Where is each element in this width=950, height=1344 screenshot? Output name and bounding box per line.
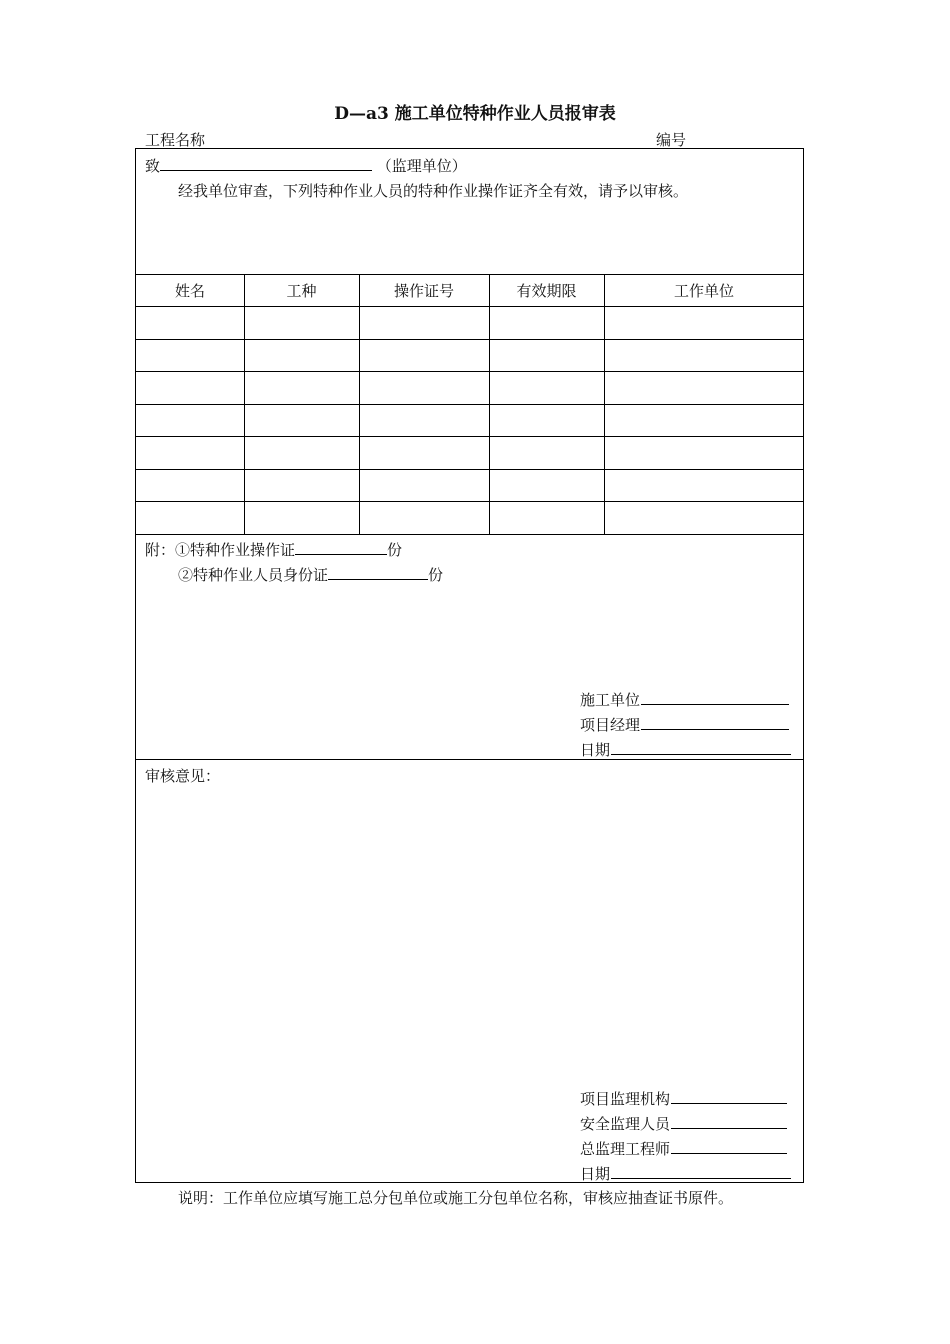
safety-supervisor-label: 安全监理人员	[580, 1115, 671, 1133]
chief-engineer-line	[580, 1138, 787, 1159]
table-cell-trade[interactable]	[244, 340, 359, 371]
table-cell-certificate-no[interactable]	[359, 437, 489, 468]
table-cell-work-unit[interactable]	[604, 437, 804, 468]
safety-supervisor-blank[interactable]	[671, 1114, 787, 1129]
table-cell-certificate-no[interactable]	[359, 405, 489, 436]
review-date-blank[interactable]	[611, 1164, 791, 1179]
table-cell-validity[interactable]	[489, 372, 604, 403]
addressee-line	[145, 155, 467, 176]
table-cell-work-unit[interactable]	[604, 502, 804, 533]
review-opinion-label: 审核意见：	[145, 767, 221, 785]
attachment-1-count[interactable]	[295, 540, 387, 555]
project-manager-blank[interactable]	[641, 715, 789, 730]
table-cell-trade[interactable]	[244, 470, 359, 501]
addressee-suffix: （监理单位）	[376, 157, 467, 175]
table-cell-validity[interactable]	[489, 437, 604, 468]
header-certificate-no: 操作证号	[393, 282, 454, 300]
form-title: D—a3 施工单位特种作业人员报审表	[334, 104, 616, 124]
table-cell-validity[interactable]	[489, 405, 604, 436]
contractor-date-line	[580, 739, 791, 760]
project-manager-label: 项目经理	[580, 716, 641, 734]
project-manager-line	[580, 714, 789, 735]
table-cell-certificate-no[interactable]	[359, 372, 489, 403]
statement-text: 经我单位审查，下列特种作业人员的特种作业操作证齐全有效，请予以审核。	[178, 182, 689, 200]
attachment-2-count[interactable]	[328, 565, 428, 580]
contractor-date-blank[interactable]	[611, 740, 791, 755]
form-number-label: 编号	[656, 131, 687, 149]
review-date-line	[580, 1163, 791, 1184]
chief-engineer-blank[interactable]	[671, 1139, 787, 1154]
table-cell-certificate-no[interactable]	[359, 502, 489, 533]
table-cell-certificate-no[interactable]	[359, 340, 489, 371]
addressee-blank[interactable]	[160, 156, 372, 171]
review-date-label: 日期	[580, 1165, 611, 1183]
table-cell-trade[interactable]	[244, 372, 359, 403]
attachment-2-label: ②特种作业人员身份证	[178, 566, 329, 584]
supervision-org-line	[580, 1088, 787, 1109]
attachment-1-unit: 份	[387, 541, 403, 559]
footnote: 说明：工作单位应填写施工总分包单位或施工分包单位名称，审核应抽查证书原件。	[178, 1189, 734, 1207]
safety-supervisor-line	[580, 1113, 787, 1134]
table-cell-work-unit[interactable]	[604, 340, 804, 371]
table-cell-work-unit[interactable]	[604, 405, 804, 436]
report-form	[135, 148, 804, 1183]
header-trade: 工种	[286, 282, 317, 300]
table-cell-validity[interactable]	[489, 470, 604, 501]
table-cell-name[interactable]	[136, 405, 244, 436]
supervision-org-blank[interactable]	[671, 1089, 787, 1104]
header-name: 姓名	[174, 282, 205, 300]
table-cell-trade[interactable]	[244, 405, 359, 436]
table-cell-trade[interactable]	[244, 437, 359, 468]
table-cell-work-unit[interactable]	[604, 372, 804, 403]
table-cell-trade[interactable]	[244, 502, 359, 533]
attachment-2-unit: 份	[428, 566, 444, 584]
supervision-org-label: 项目监理机构	[580, 1090, 671, 1108]
table-cell-name[interactable]	[136, 437, 244, 468]
chief-engineer-label: 总监理工程师	[580, 1140, 671, 1158]
contractor-unit-blank[interactable]	[641, 690, 789, 705]
header-validity: 有效期限	[516, 282, 577, 300]
attachment-1-label: 附：①特种作业操作证	[145, 541, 296, 559]
header-work-unit: 工作单位	[673, 282, 734, 300]
table-cell-validity[interactable]	[489, 502, 604, 533]
table-cell-work-unit[interactable]	[604, 470, 804, 501]
attachment-line-1	[145, 539, 402, 560]
table-cell-name[interactable]	[136, 340, 244, 371]
table-cell-certificate-no[interactable]	[359, 470, 489, 501]
table-cell-name[interactable]	[136, 470, 244, 501]
attachment-line-2	[178, 564, 443, 585]
table-cell-trade[interactable]	[244, 307, 359, 338]
contractor-date-label: 日期	[580, 741, 611, 759]
table-cell-name[interactable]	[136, 307, 244, 338]
contractor-unit-label: 施工单位	[580, 691, 641, 709]
project-name-label: 工程名称	[145, 131, 206, 149]
table-cell-work-unit[interactable]	[604, 307, 804, 338]
table-cell-validity[interactable]	[489, 307, 604, 338]
table-cell-validity[interactable]	[489, 340, 604, 371]
table-cell-certificate-no[interactable]	[359, 307, 489, 338]
table-cell-name[interactable]	[136, 502, 244, 533]
addressee-prefix: 致	[145, 157, 161, 175]
divider	[136, 534, 803, 535]
contractor-unit-line	[580, 689, 789, 710]
table-cell-name[interactable]	[136, 372, 244, 403]
